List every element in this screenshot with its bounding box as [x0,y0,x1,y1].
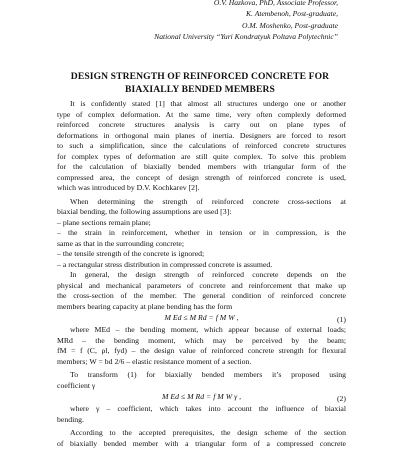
text-line: reinforced concrete structures analysis is carry out on plane types of [57,120,346,131]
list-item: – the tensile strength of the concrete is ignored; [57,249,346,260]
text-line: It is confidently stated [1] that almost all structures undergo one or another [57,99,346,110]
paragraph-transform [57,370,346,391]
text-line: biaxial bending, the following assumptions are used [3]: [57,207,346,218]
text-line: where MEd – the bending moment, which appear because of external loads; [57,325,346,336]
text-line: members bearing capacity at plane bending has the form [57,302,346,313]
text-line: same as that in the surrounding concrete; [57,239,346,250]
paragraph-gamma [57,404,346,425]
title-line: BIAXIALLY BENDED MEMBERS [40,84,360,97]
text-line: According to the accepted prerequisites, the design scheme of the section [57,428,346,439]
text-line: compressed area, the concept of design strength of reinforced concrete is used, [57,173,346,184]
text-line: members; W = bd 2/6 – elastic resistance moment of a section. [57,357,346,368]
text-line: physical and mechanical parameters of concrete and reinforcement that make up [57,281,346,292]
formula-expression: M Ed ≤ M Rd = f M W γ , [57,392,346,403]
text-line: To transform (1) for biaxially bended members it’s proposed using [57,370,346,381]
author-line: K. Atembenoh, Post-graduate, [154,8,338,19]
affiliation-line: National University “Yuri Kondratyuk Poltava Polytechnic” [154,31,338,42]
text-line: for complex types of deformation are still quite complex. To solve this problem [57,152,346,163]
paragraph-intro [57,99,346,194]
list-item: – a rectangular stress distribution in compressed concrete is assumed. [57,260,346,271]
paragraph-scheme [57,428,346,449]
text-line: When determining the strength of reinforced concrete cross-sections at [57,197,346,208]
text-line: to such a simplification, since the calculations of reinforced concrete structures [57,141,346,152]
text-line: which was introduced by D.V. Kochkarev [2]. [57,183,346,194]
author-line: O.M. Moshenko, Post-graduate [154,20,338,31]
text-line: the cross-section of the member. The general condition of reinforced concrete [57,291,346,302]
text-line: fM = f (C, ρl, fyd) – the design value of reinforced concrete strength for flexural [57,346,346,357]
text-line: type of complex deformation. At the same time, very often complexly deformed [57,110,346,121]
title-line: DESIGN STRENGTH OF REINFORCED CONCRETE FOR [40,71,360,84]
text-line: for the calculation of biaxially bended members with triangular form of the [57,162,346,173]
text-line: coefficient γ [57,381,346,392]
text-line: In general, the design strength of reinforced concrete depends on the [57,270,346,281]
text-line: deformations in orthogonal main planes of inertia. Designers are forced to resort [57,131,346,142]
formula-2 [57,391,346,404]
text-line: MRd – the bending moment, which may be perceived by the beam; [57,336,346,347]
list-item: – plane sections remain plane; [57,218,346,229]
text-line: bending. [57,415,346,426]
text-line: where γ – coefficient, which takes into account the influence of biaxial [57,404,346,415]
paper-title [40,71,360,96]
formula-number: (1) [337,315,346,326]
author-block [154,0,338,42]
paper-body [57,99,346,449]
formula-number: (2) [337,394,346,405]
text-line: of biaxially bended member with a triangular form of a compressed concrete [57,439,346,449]
formula-expression: M Ed ≤ M Rd = f M W , [57,313,346,324]
formula-1 [57,312,346,325]
author-line: O.V. Hazkova, PhD, Associate Professor, [154,0,338,8]
paragraph-definitions [57,325,346,367]
paragraph-assumptions [57,197,346,313]
list-item: – the strain in reinforcement, whether in tension or in compression, is the [57,228,346,239]
